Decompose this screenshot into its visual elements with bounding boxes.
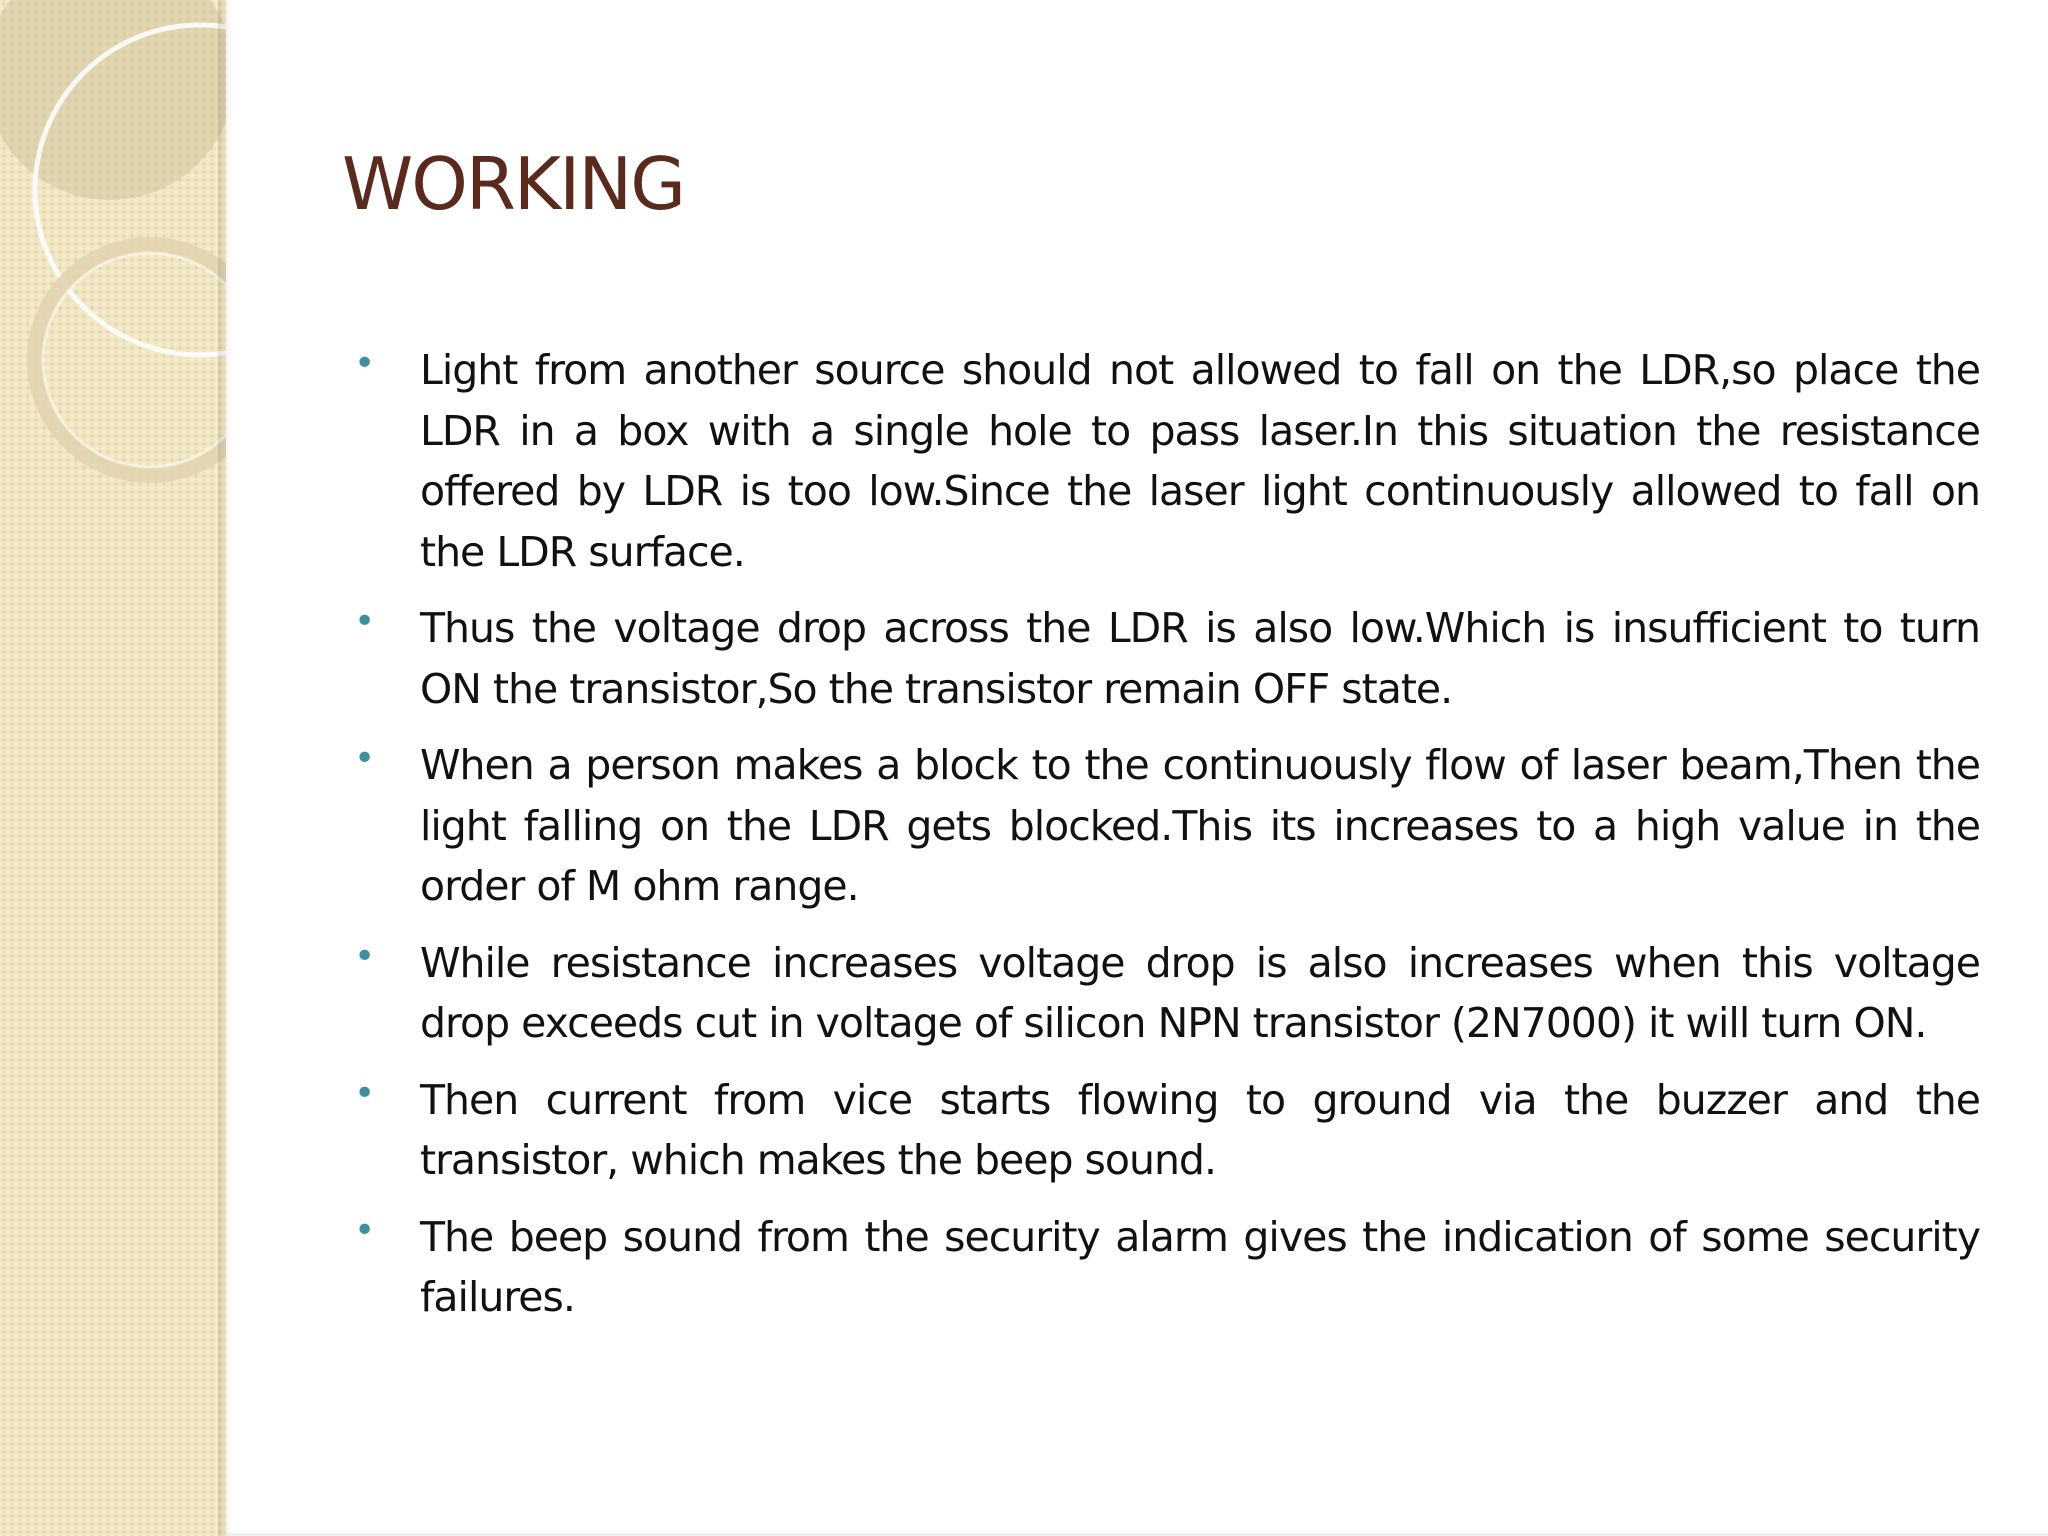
bullet-item bbox=[348, 340, 1980, 582]
bullet-item bbox=[348, 735, 1980, 917]
bullet-text: The beep sound from the security alarm gives the indication of some security failures. bbox=[420, 1212, 1980, 1321]
bullet-text: Then current from vice starts flowing to ground via the buzzer and the transistor, which makes the beep sound. bbox=[420, 1075, 1980, 1184]
bullet-item bbox=[348, 1070, 1980, 1191]
bullet-list bbox=[348, 340, 1980, 1344]
slide-title: WORKING bbox=[342, 142, 684, 226]
bullet-icon: • bbox=[354, 1072, 375, 1114]
bullet-text: Thus the voltage drop across the LDR is also low.Which is insufficient to turn ON the transistor,So the transistor remain OFF state. bbox=[420, 604, 1980, 713]
bullet-icon: • bbox=[354, 343, 375, 384]
bullet-text: While resistance increases voltage drop is also increases when this voltage drop exceeds cut in voltage of silicon NPN transistor (2N7000) it will turn ON. bbox=[420, 938, 1980, 1047]
sidebar-shadow bbox=[218, 0, 232, 1536]
bullet-icon: • bbox=[354, 738, 375, 779]
bullet-text: When a person makes a block to the continuously flow of laser beam,Then the light falling on the LDR gets blocked.This its increases to a high value in the order of M ohm range. bbox=[420, 741, 1980, 910]
decorative-sidebar bbox=[0, 0, 226, 1536]
bullet-icon: • bbox=[354, 601, 375, 642]
bullet-icon: • bbox=[354, 935, 375, 977]
bullet-item bbox=[348, 1207, 1980, 1328]
bullet-item bbox=[348, 933, 1980, 1054]
bullet-item bbox=[348, 598, 1980, 719]
bullet-text: Light from another source should not allowed to fall on the LDR,so place the LDR in a box with a single hole to pass laser.In this situation the resistance offered by LDR is too low.Since the laser light continuously allowed to fall on the LDR surface. bbox=[420, 346, 1980, 576]
decorative-circles bbox=[0, 0, 226, 520]
bullet-icon: • bbox=[354, 1209, 375, 1251]
